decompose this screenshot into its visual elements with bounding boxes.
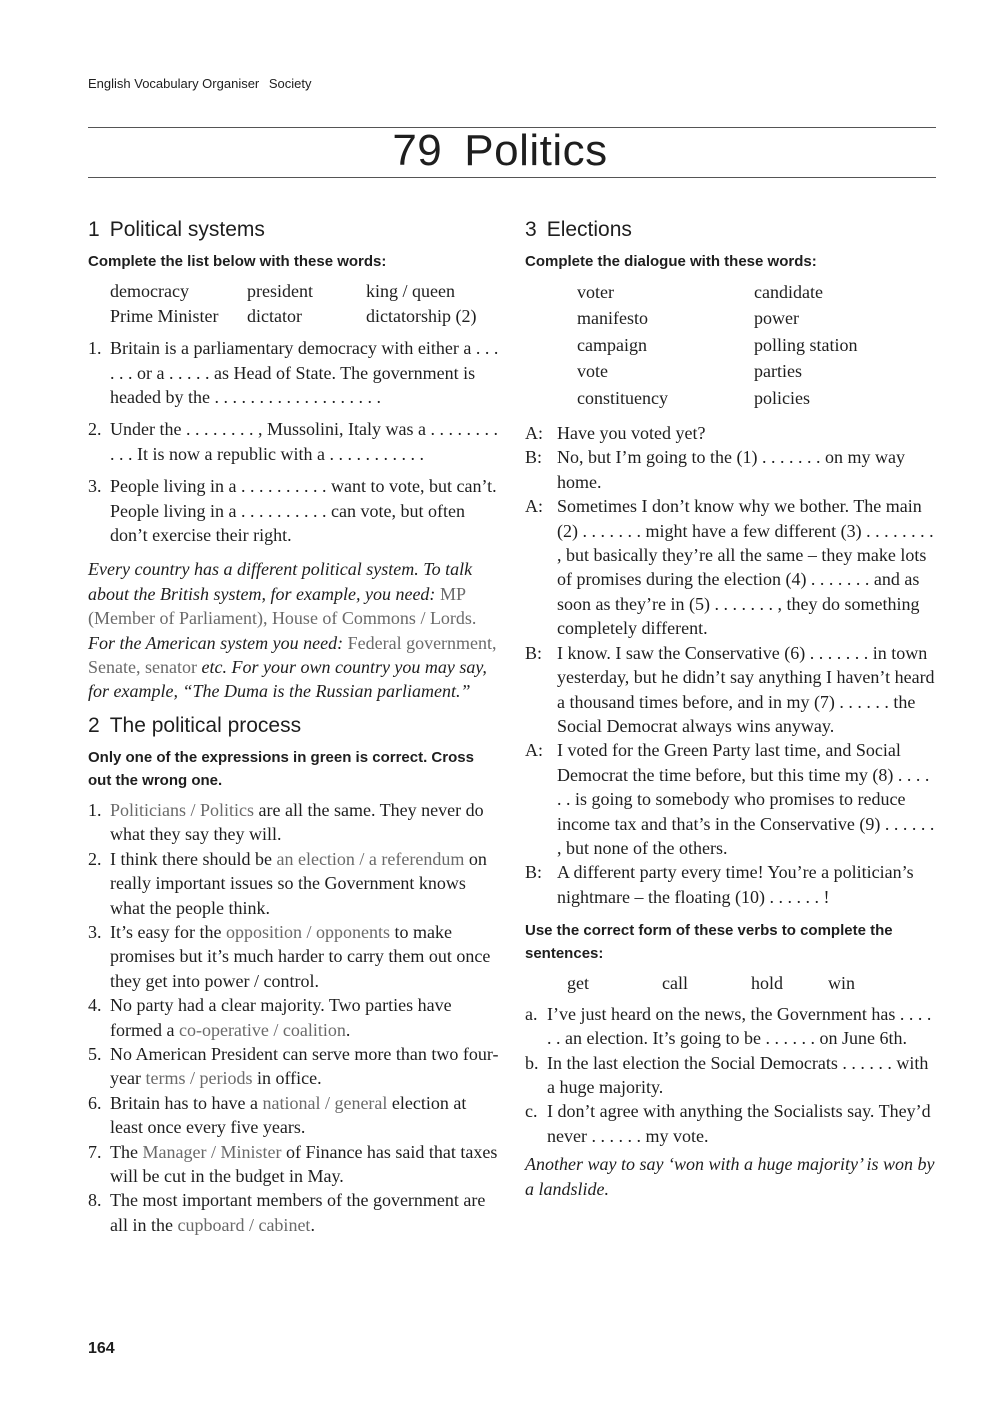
left-column xyxy=(88,218,500,1237)
dialogue-line: A: Sometimes I don’t know why we bother. The main (2) . . . . . . . might have a few different (3) . . . . . . . . , but basically they’re all the same – they make lots of promises during the election (4) . . . . . . . and as soon as they’re in (5) . . . . . . . , they do something completely different. xyxy=(525,496,934,639)
green-expression: Politicians / Politics xyxy=(110,799,255,820)
word: policies xyxy=(754,387,810,408)
exercise-item: 4. No party had a clear majority. Two parties have formed a co-operative / coalition. xyxy=(88,995,452,1040)
word: constituency xyxy=(577,387,668,408)
exercise-item: 2. I think there should be an election / a referendum on really important issues so the Government knows what the people think. xyxy=(88,848,487,918)
section-2-exercise xyxy=(88,798,500,1237)
word: voter xyxy=(577,282,614,302)
exercise-item: 1. Britain is a parliamentary democracy with either a . . . . . . or a . . . . . as Head of State. The government is headed by the . . . . . . . . . . . . . . . . . . . xyxy=(88,338,499,407)
exercise-item: 8. The most important members of the government are all in the cupboard / cabinet. xyxy=(88,1190,486,1235)
section-1-word-box xyxy=(110,279,476,328)
word: king / queen xyxy=(366,281,455,301)
section-2-instruction: Only one of the expressions in green is correct. Cross out the wrong one. xyxy=(88,748,474,789)
dialogue-line: B: No, but I’m going to the (1) . . . . . . . on my way home. xyxy=(525,447,905,492)
word: campaign xyxy=(577,334,647,355)
word: manifesto xyxy=(577,308,648,329)
page-number: 164 xyxy=(88,1340,115,1357)
right-column xyxy=(525,218,937,1201)
page-title xyxy=(0,126,1000,176)
word: dictator xyxy=(247,305,302,326)
book-title: English Vocabulary Organiser xyxy=(88,76,260,91)
word: Prime Minister xyxy=(110,305,219,326)
section-1-exercise xyxy=(88,336,500,547)
book-section: Society xyxy=(268,76,312,91)
exercise-item: 5. No American President can serve more than two four-year terms / periods in office. xyxy=(88,1043,499,1089)
green-expression: terms / periods xyxy=(145,1068,253,1089)
word: polling station xyxy=(754,334,858,355)
section-3-note: Another way to say ‘won with a huge majority’ is won by a landslide. xyxy=(525,1154,935,1199)
section-3-heading: 3 Elections xyxy=(525,218,632,241)
word: dictatorship (2) xyxy=(366,305,477,326)
word: president xyxy=(247,281,313,301)
word: democracy xyxy=(110,281,189,301)
green-expression: cupboard / cabinet xyxy=(177,1214,311,1235)
section-3-instruction-2: Use the correct form of these verbs to complete the sentences: xyxy=(525,922,893,963)
word: parties xyxy=(754,361,802,382)
dialogue-line: A: I voted for the Green Party last time, and Social Democrat the time before, but this time my (8) . . . . . . is going to somebody who promises to reduce income tax and that’s in the Conservative (9) . . . . . . , but none of the others. xyxy=(525,740,935,858)
verb: get xyxy=(567,973,589,994)
word: candidate xyxy=(754,282,823,302)
exercise-item: 1. Politicians / Politics are all the same. They never do what they say they will. xyxy=(88,799,484,845)
verb-box xyxy=(567,971,855,996)
section-1-instruction: Complete the list below with these words: xyxy=(88,253,387,270)
section-3-instruction: Complete the dialogue with these words: xyxy=(525,253,817,270)
dialogue-line: A: Have you voted yet? xyxy=(525,423,706,444)
green-expression: opposition / opponents xyxy=(225,921,390,942)
verb: win xyxy=(828,973,855,994)
sentence-item: c. I don’t agree with anything the Socialists say. They’d never . . . . . . my vote. xyxy=(525,1101,931,1146)
green-expression: co-operative / coalition xyxy=(178,1019,346,1040)
title-bottom-rule xyxy=(88,177,936,178)
dialogue-line: B: I know. I saw the Conservative (6) . . . . . . . in town yesterday, but he didn’t say anything I haven’t heard a thousand times before, and in my (7) . . . . . . the Social Democrat always wins anyway. xyxy=(525,642,935,736)
sentence-item: b. In the last election the Social Democrats . . . . . . with a huge majority. xyxy=(525,1052,929,1097)
exercise-item: 2. Under the . . . . . . . . , Mussolini, Italy was a . . . . . . . . . . . It is now a republic with a . . . . . . . . . . . xyxy=(88,419,498,464)
word: vote xyxy=(577,361,608,382)
unit-number: 79 xyxy=(392,126,443,175)
section-3-word-box xyxy=(577,279,858,411)
running-head xyxy=(88,76,312,91)
section-2-heading: 2 The political process xyxy=(88,713,302,737)
section-3-sentences xyxy=(525,1002,937,1148)
dialogue xyxy=(525,421,937,909)
green-expression: Manager / Minister xyxy=(142,1141,282,1162)
dialogue-line: B: A different party every time! You’re a politician’s nightmare – the floating (10) . . . . . . ! xyxy=(525,862,914,907)
word: power xyxy=(754,308,799,329)
verb: call xyxy=(662,973,688,994)
section-1-heading: 1 Political systems xyxy=(88,218,265,241)
verb: hold xyxy=(751,973,784,994)
green-expression: an election / a referendum xyxy=(276,848,465,869)
exercise-item: 3. It’s easy for the opposition / opponents to make promises but it’s much harder to carry them out once they get into power / control. xyxy=(88,921,491,991)
sentence-item: a. I’ve just heard on the news, the Government has . . . . . . an election. It’s going to be . . . . . . on June 6th. xyxy=(525,1003,932,1049)
section-1-note: Every country has a different political system. To talk about the British system, for example, you need: MP (Member of Parliament), House of Commons / Lords. For the American system you need: Federal government, Senate, senator etc. For your own country you may say, for example, “The Duma is the Russian parliament.” xyxy=(88,559,497,702)
exercise-item: 6. Britain has to have a national / general election at least once every five years. xyxy=(88,1092,467,1138)
exercise-item: 3. People living in a . . . . . . . . . . want to vote, but can’t. People living in a . . . . . . . . . . can vote, but often don’t exercise their right. xyxy=(88,476,497,546)
unit-title: Politics xyxy=(464,126,608,175)
exercise-item: 7. The Manager / Minister of Finance has said that taxes will be cut in the budget in May. xyxy=(88,1141,498,1186)
green-expression: national / general xyxy=(262,1092,388,1113)
